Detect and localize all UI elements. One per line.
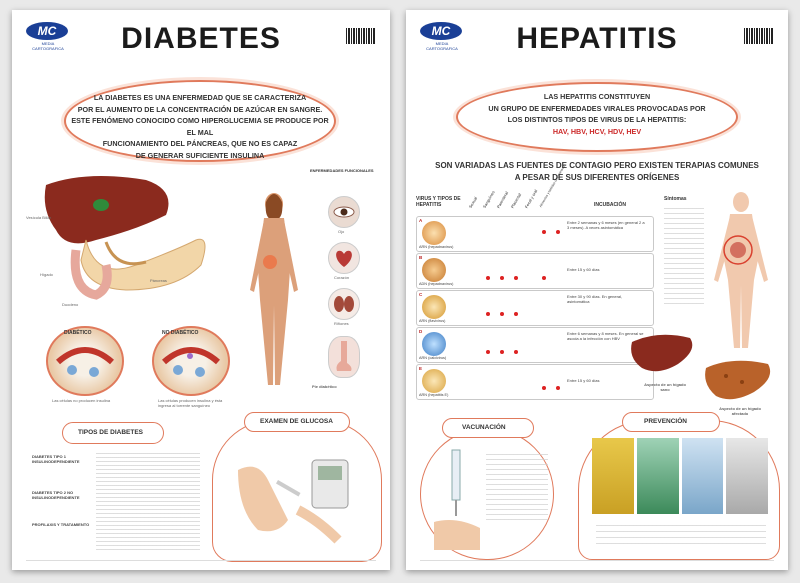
virus-c-icon bbox=[422, 295, 446, 319]
vaccine-illustration bbox=[426, 442, 486, 552]
mc-logo: MC MEDIA CARTOGRAFICA bbox=[26, 22, 70, 48]
contagion-dot bbox=[556, 230, 560, 234]
contagion-dot bbox=[486, 350, 490, 354]
contagion-dot bbox=[500, 312, 504, 316]
hepatitis-table bbox=[416, 216, 652, 406]
sintomas-text-block bbox=[664, 204, 704, 304]
water-photo bbox=[682, 438, 724, 514]
mc-logo: MC MEDIA CARTOGRAFICA bbox=[420, 22, 464, 48]
contagion-dot bbox=[486, 312, 490, 316]
faucet-photo bbox=[726, 438, 768, 514]
contagion-dot bbox=[514, 312, 518, 316]
liver-pancreas-illustration bbox=[26, 170, 226, 310]
contagion-dot bbox=[542, 386, 546, 390]
hepatitis-poster: MC MEDIA CARTOGRAFICA HEPATITIS LAS HEPATITIS CONSTITUYEN UN GRUPO DE ENFERMEDADES VIRALES PROVOCADAS POR LOS DISTINTOS TIPOS DE VIRUS DE LA HEPATITIS: HAV, HBV, HCV, HDV, HEV SON VARIADAS LAS FUENTES DE CONTAGIO PERO EXISTEN TERAPIAS COMUNES A PESAR DE SUS DIFERENTES ORÍGENES VIRUS Y TIPOS DE HEPATITIS INCUBACIÓN Sexual Sanguíneo Parenteral Placental Fecal y oral Alimentos y bebidas contaminados A ARN (hepadnavirus) Entre 2 semanas y 6 meses (en general 2 a 3 meses). A veces asintomática B ADN (hepadnavirus) Entre 15 y 60 días C ARN (flavivirus) Entre 30 y 90 días. En general, asintomática D ARN (calcivirus) Entre 6 semanas y 8 meses. En general se asocia a la infección con HBV E ARN (hepatitis E) Entre 15 y 60 días Síntomas Aspecto de un hígado sano Aspecto de un hígado afectado VACUNACIÓN PREVENCIÓN bbox=[406, 10, 788, 570]
table-row: C ARN (flavivirus) Entre 30 y 90 días. En general, asintomática bbox=[416, 290, 654, 326]
contagion-dot bbox=[542, 276, 546, 280]
human-body-figure bbox=[244, 190, 304, 390]
contagion-dot bbox=[486, 276, 490, 280]
eye-image bbox=[328, 196, 360, 228]
gloves-photo bbox=[592, 438, 634, 514]
heart-image bbox=[328, 242, 360, 274]
prevencion-photos bbox=[592, 438, 768, 514]
footer-line bbox=[26, 560, 376, 564]
vacunacion-text-block bbox=[486, 450, 548, 520]
table-row: E ARN (hepatitis E) Entre 15 y 60 días bbox=[416, 364, 654, 400]
tipos-text-block bbox=[96, 450, 200, 550]
contagion-dot bbox=[500, 350, 504, 354]
healthy-liver-image bbox=[628, 330, 698, 380]
contagion-dot bbox=[556, 386, 560, 390]
virus-d-icon bbox=[422, 332, 446, 356]
table-row: A ARN (hepadnavirus) Entre 2 semanas y 6 meses (en general 2 a 3 meses). A veces asintomática bbox=[416, 216, 654, 252]
kidneys-image bbox=[328, 288, 360, 320]
diabetes-intro: LA DIABETES ES UNA ENFERMEDAD QUE SE CARACTERIZA POR EL AUMENTO DE LA CONCENTRACIÓN DE AZÚCAR EN SANGRE. ESTE FENÓMENO CONOCIDO COMO HIPERGLUCEMIA SE PRODUCE POR EL MAL FUNCIONAMIENTO DEL PÁNCREAS, QUE NO ES CAPAZ DE GENERAR SUFICIENTE INSULINA bbox=[64, 80, 336, 162]
non-diabetic-cells-circle bbox=[152, 326, 230, 396]
diabetes-poster: MC MEDIA CARTOGRAFICA DIABETES LA DIABETES ES UNA ENFERMEDAD QUE SE CARACTERIZA POR EL AUMENTO DE LA CONCENTRACIÓN DE AZÚCAR EN SANGRE. ESTE FENÓMENO CONOCIDO COMO HIPERGLUCEMIA SE PRODUCE POR EL MAL FUNCIONAMIENTO DEL PÁNCREAS, QUE NO ES CAPAZ DE GENERAR SUFICIENTE INSULINA Vesícula Biliar Hígado Duodeno Páncreas ENFERMEDADES FUNCIONALES Ojo Corazón Riñones Pie diabético DIABÉTICO NO DIABÉTICO Las células no producen insulina Las células producen insulina y ésta ingresa al torrente sanguíneo TIPOS DE DIABETES DIABETES TIPO 1 INSULINODEPENDIENTE DIABETES TIPO 2 NO INSULINODEPENDIENTE PROFILAXIS Y TRATAMIENTO EXAMEN DE GLUCOSA bbox=[12, 10, 390, 570]
prevencion-text-block bbox=[596, 520, 766, 548]
food-photo bbox=[637, 438, 679, 514]
glucose-test-illustration bbox=[218, 440, 374, 550]
table-row: B ADN (hepadnavirus) Entre 15 y 60 días bbox=[416, 253, 654, 289]
virus-e-icon bbox=[422, 369, 446, 393]
contagion-dot bbox=[542, 230, 546, 234]
diabetic-cells-circle bbox=[46, 326, 124, 396]
footer-line bbox=[420, 560, 774, 564]
contagion-dot bbox=[500, 276, 504, 280]
hepatitis-title: HEPATITIS bbox=[516, 22, 678, 55]
virus-b-icon bbox=[422, 258, 446, 282]
contagion-dot bbox=[514, 276, 518, 280]
human-body-figure bbox=[706, 190, 776, 350]
barcode bbox=[346, 28, 376, 44]
foot-image bbox=[328, 336, 360, 378]
contagio-subhead: SON VARIADAS LAS FUENTES DE CONTAGIO PERO EXISTEN TERAPIAS COMUNES A PESAR DE SUS DIFERENTES ORÍGENES bbox=[435, 161, 759, 182]
affected-liver-image bbox=[702, 356, 776, 408]
table-row: D ARN (calcivirus) Entre 6 semanas y 8 meses. En general se asocia a la infección con HBV bbox=[416, 327, 654, 363]
contagion-dot bbox=[514, 350, 518, 354]
virus-a-icon bbox=[422, 221, 446, 245]
hepatitis-intro: LAS HEPATITIS CONSTITUYEN UN GRUPO DE ENFERMEDADES VIRALES PROVOCADAS POR LOS DISTINTOS TIPOS DE VIRUS DE LA HEPATITIS: HAV, HBV, HCV, HDV, HEV bbox=[456, 82, 738, 152]
barcode bbox=[744, 28, 774, 44]
diabetes-title: DIABETES bbox=[121, 22, 281, 55]
